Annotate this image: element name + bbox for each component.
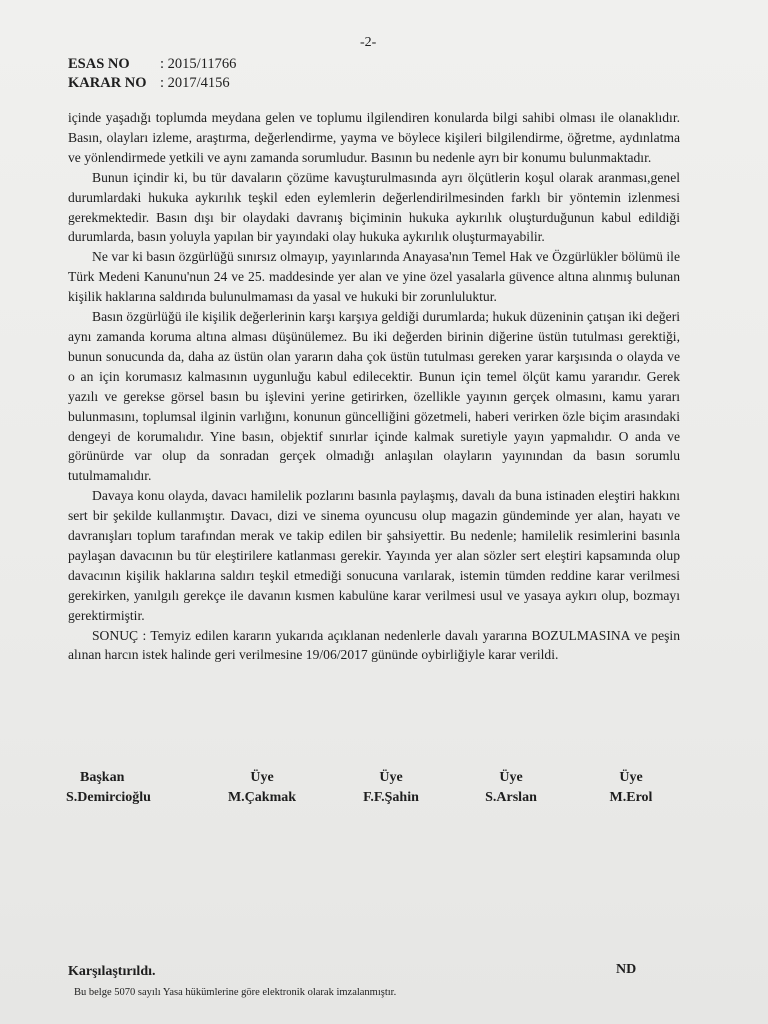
esas-value: : 2015/11766: [160, 56, 237, 72]
signature-role: Başkan: [80, 770, 125, 785]
esas-row: [68, 55, 236, 74]
signature-name: M.Erol: [609, 790, 653, 805]
paragraph-4: Basın özgürlüğü ile kişilik değerlerinin karşı karşıya geldiği durumlarda; hukuk düzeninin çatışan iki değeri aynı zamanda koruma altına alması düşünülemez. Bu iki değerden birinin diğerine üstün tutulması gerektiği, bunun sonucunda da, daha az üstün olan yararın daha çok üstün tutulması gereken yarar karşısında o olayda ve o an için korumasız kalmasının uygunluğu kabul edilecektir. Bunun için temel ölçüt kamu yararıdır. Gerek yazılı ve gerekse görsel basın bu işlevini yerine getirirken, özellikle yayının gerçek olmasını, kamu yararı bulunmasını, toplumsal ilginin varlığını, konunun güncelliğini gözetmeli, haberi verirken özle biçim arasındaki dengeyi de korumalıdır. Yine basın, objektif sınırlar içinde kalmak suretiyle yayın yapmalıdır. O anda ve görünürde var olup da sonradan gerçek olmadığı anlaşılan olayların yayınından da basın sorumlu tutulmamalıdır.: [68, 309, 680, 484]
signature-name: F.F.Şahin: [363, 790, 419, 805]
karar-value: : 2017/4156: [160, 75, 230, 91]
signature-role: Üye: [499, 770, 523, 785]
document-body: [68, 108, 680, 665]
signature-president: [66, 768, 176, 808]
initials: ND: [616, 962, 637, 977]
paragraph-result: SONUÇ : Temyiz edilen kararın yukarıda açıklanan nedenlerle davalı yararına BOZULMASINA ve peşin alınan harcın istek halinde geri verilmesine 19/06/2017 gününde oybirliğiyle karar verildi.: [68, 627, 680, 663]
e-signature-note: Bu belge 5070 sayılı Yasa hükümlerine göre elektronik olarak imzalanmıştır.: [74, 987, 397, 998]
signature-member-2: [346, 768, 436, 808]
signature-name: S.Demircioğlu: [66, 790, 151, 805]
signature-role: Üye: [379, 770, 403, 785]
paragraph-5: Davaya konu olayda, davacı hamilelik pozlarını basınla paylaşmış, davalı da buna istinaden eleştiri hakkını sert bir şekilde kullanmıştır. Davacı, dizi ve sinema oyuncusu olup magazin gündeminde yer alan, hayatı ve davranışları toplum tarafından merak ve takip edilen bir şahsiyettir. Bu nedenle; hamilelik resimlerini basınla paylaşan davacının bu tür eleştirilere katlanması gerekir. Yayında yer alan sözler sert eleştiri kapsamında olup davacının kişilik haklarına saldırı teşkil etmediği sonucuna varılarak, istemin tümden reddine karar verilmesi gerekirken, yanılgılı gerekçe ile davanın kısmen kabulüne karar verilmesi usul ve yasaya aykırı olup, bozmayı gerektirmiştir.: [68, 488, 680, 623]
signature-role: Üye: [619, 770, 643, 785]
paragraph-3: Ne var ki basın özgürlüğü sınırsız olmayıp, yayınlarında Anayasa'nın Temel Hak ve Özgürlükler bölümü ile Türk Medeni Kanunu'nun 24 ve 25. maddesinde yer alan ve yine özel yasalarla güvence altına alınmış bulunan kişilik haklarına saldırıda bulunulmaması da yasal ve hukuki bir zorunluluktur.: [68, 249, 680, 305]
page-number: -2-: [360, 35, 377, 50]
signature-name: M.Çakmak: [227, 790, 297, 805]
compared-stamp: Karşılaştırıldı.: [68, 964, 156, 979]
signature-member-3: [466, 768, 556, 808]
karar-row: [68, 74, 236, 93]
case-meta: [68, 55, 236, 93]
signature-member-4: [586, 768, 676, 808]
signature-role: Üye: [250, 770, 274, 785]
signature-name: S.Arslan: [485, 790, 537, 805]
paragraph-2: Bunun içindir ki, bu tür davaların çözüme kavuşturulmasında ayrı ölçütlerin koşul olarak aranması,genel durumlardaki hukuka aykırılık teşkil eden eylemlerin değerlendirilmesinden farklı bir yöntemin izlenmesi gerekmektedir. Basın dışı bir olaydaki davranış biçiminin hukuka aykırılık oluşturduğunun kabul edildiği durumlarda, basın yoluyla yapılan bir yayındaki olay hukuka aykırılık oluşturmayabilir.: [68, 169, 680, 245]
paragraph-1: içinde yaşadığı toplumda meydana gelen ve toplumu ilgilendiren konularda bilgi sahibi olması ile olanaklıdır. Basın, olayları izleme, araştırma, değerlendirme, yayma ve böylece kişileri bilgilendirme, öğretme, aydınlatma ve yönlendirmede yetkili ve aynı zamanda sorumludur. Basının bu nedenle ayrı bir konumu bulunmaktadır.: [68, 110, 680, 165]
karar-label: KARAR NO: [68, 75, 147, 91]
signature-member-1: [212, 768, 312, 808]
esas-label: ESAS NO: [68, 56, 130, 72]
